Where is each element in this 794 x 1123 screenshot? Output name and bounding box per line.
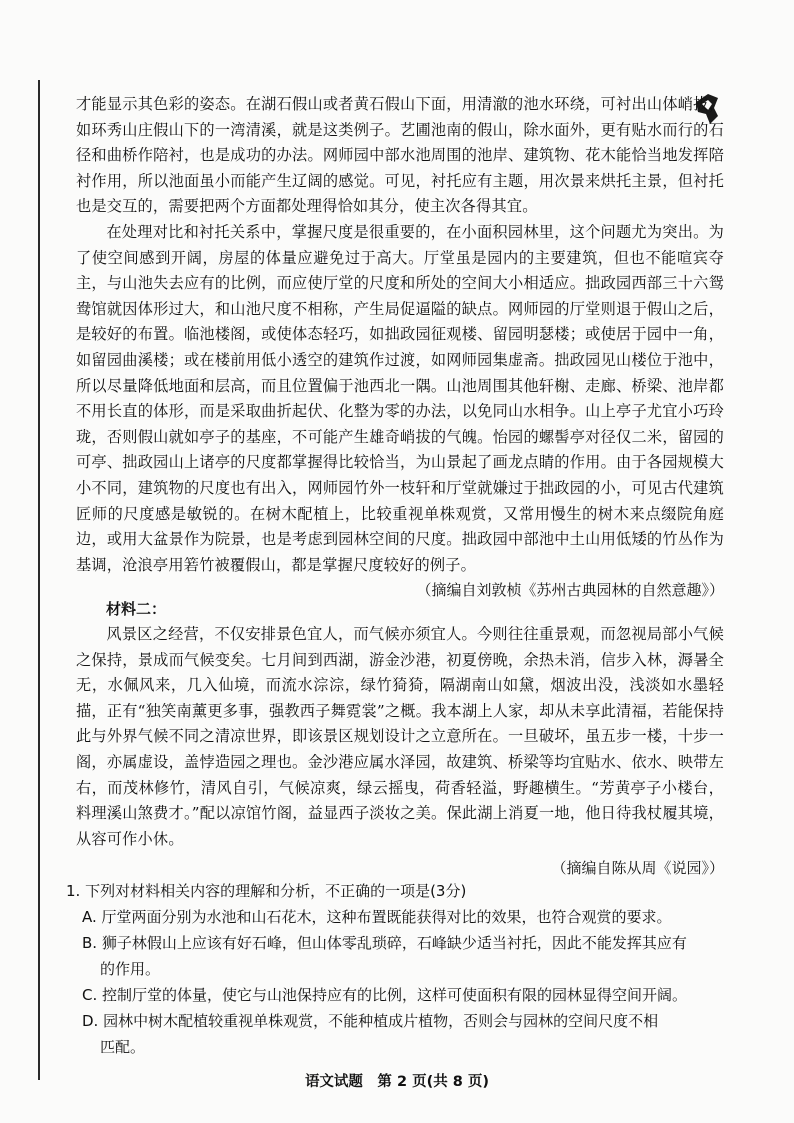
option-b-text: B. 狮子林假山上应该有好石峰，但山体零乱琐碎，石峰缺少适当衬托，因此不能发挥其应有 bbox=[82, 934, 687, 952]
option-c[interactable] bbox=[66, 982, 726, 1008]
page-footer: 语文试题 第 2 页(共 8 页) bbox=[304, 1074, 490, 1090]
question-one-stem: 1. 下列对材料相关内容的理解和分析，不正确的一项是(3分) bbox=[66, 882, 467, 900]
binding-margin-line bbox=[38, 80, 40, 1080]
option-b[interactable] bbox=[66, 930, 726, 982]
material-one-paragraph-2: 在处理对比和衬托关系中，掌握尺度是很重要的，在小面积园林里，这个问题尤为突出。为了使空间感到开阔，房屋的体量应避免过于高大。厅堂虽是园内的主要建筑，但也不能喧宾夺主，与山池失去应有的比例，而应使厅堂的尺度和所处的空间大小相适应。拙政园西部三十六鸳鸯馆就因体形过大，和山池尺度不相称，产生局促逼隘的缺点。网师园的厅堂则退于假山之后，是较好的布置。临池楼阁，或使体态轻巧，如拙政园征观楼、留园明瑟楼；或使居于园中一角，如留园曲溪楼；或在楼前用低小透空的建筑作过渡，如网师园集虚斋。拙政园见山楼位于池中，所以尽量降低地面和层高，而且位置偏于池西北一隅。山池周围其他轩榭、走廊、桥梁、池岸都不用长直的体形，而是采取曲折起伏、化整为零的办法，以免同山水相争。山上亭子尤宜小巧玲珑，否则假山就如亭子的基座，不可能产生雄奇峭拔的气魄。怡园的螺髻亭对径仅二米，留园的可亭、拙政园山上诸亭的尺度都掌握得比较恰当，为山景起了画龙点睛的作用。由于各园规模大小不同，建筑物的尺度也有出入，网师园竹外一枝轩和厅堂就嫌过于拙政园的小，可见古代建筑匠师的尺度感是敏锐的。在树木配植上，比较重视单株观赏，又常用慢生的树木来点缀院角庭边，或用大盆景作为院景，也是考虑到园林空间的尺度。拙政园中部池中土山用低矮的竹丛作为基调，沧浪亭用箬竹被覆假山，都是掌握尺度较好的例子。 bbox=[76, 222, 724, 574]
material-two-source: （摘编自陈从周《说园》） bbox=[551, 859, 724, 878]
material-one bbox=[76, 92, 724, 603]
option-a[interactable] bbox=[66, 904, 726, 930]
option-c-text: C. 控制厅堂的体量，使它与山池保持应有的比例，这样可使面积有限的园林显得空间开阔。 bbox=[82, 986, 688, 1004]
option-d-continuation: 匹配。 bbox=[100, 1038, 146, 1056]
option-d[interactable] bbox=[66, 1008, 726, 1060]
option-a-text: A. 厅堂两面分别为水池和山石花木，这种布置既能获得对比的效果，也符合观赏的要求。 bbox=[82, 908, 672, 926]
option-b-continuation: 的作用。 bbox=[100, 960, 161, 978]
option-d-text: D. 园林中树木配植较重视单株观赏，不能种植成片植物，否则会与园林的空间尺度不相 bbox=[82, 1012, 659, 1030]
material-two-paragraph: 风景区之经营，不仅安排景色宜人，而气候亦须宜人。今则往往重景观，而忽视局部小气候之保持，景成而气候变矣。七月间到西湖，游金沙港，初夏傍晚，余热未消，信步入林，溽暑全无，水佩风来，几入仙境，而流水淙淙，绿竹猗猗，隔湖南山如黛，烟波出没，浅淡如水墨轻描，正有“独笑南薰更多事，强教西子舞霓裳”之概。我本湖上人家，却从未享此清福，若能保持此与外界气候不同之清凉世界，即该景区规划设计之立意所在。一旦破坏，虽五步一楼，十步一阁，亦属虚设，盖悖造园之理也。金沙港应属水泽园，故建筑、桥梁等均宜贴水、依水、映带左右，而茂林修竹，清风自引，气候凉爽，绿云摇曳，荷香轻溢，野趣横生。“芳黄亭子小楼台，料理溪山煞费才。”配以凉馆竹阁，益显西子淡妆之美。保此湖上消夏一地，他日待我杖履其境，从容可作小休。 bbox=[76, 625, 724, 848]
material-two-heading: 材料二： bbox=[106, 600, 167, 618]
question-one bbox=[66, 878, 726, 1060]
material-one-source: （摘编自刘敦桢《苏州古典园林的自然意趣》） bbox=[416, 581, 724, 600]
material-one-paragraph-1: 才能显示其色彩的姿态。在湖石假山或者黄石假山下面，用清澈的池水环绕，可衬出山体峭拔，如环秀山庄假山下的一湾清溪，就是这类例子。艺圃池南的假山，除水面外，更有贴水而行的石径和曲桥作陪衬，也是成功的办法。网师园中部水池周围的池岸、建筑物、花木能恰当地发挥陪衬作用，所以池面虽小而能产生辽阔的感觉。可见，衬托应有主题，用次景来烘托主景，但衬托也是交互的，需要把两个方面都处理得恰如其分，使主次各得其宜。 bbox=[76, 95, 724, 216]
material-two bbox=[76, 597, 724, 881]
